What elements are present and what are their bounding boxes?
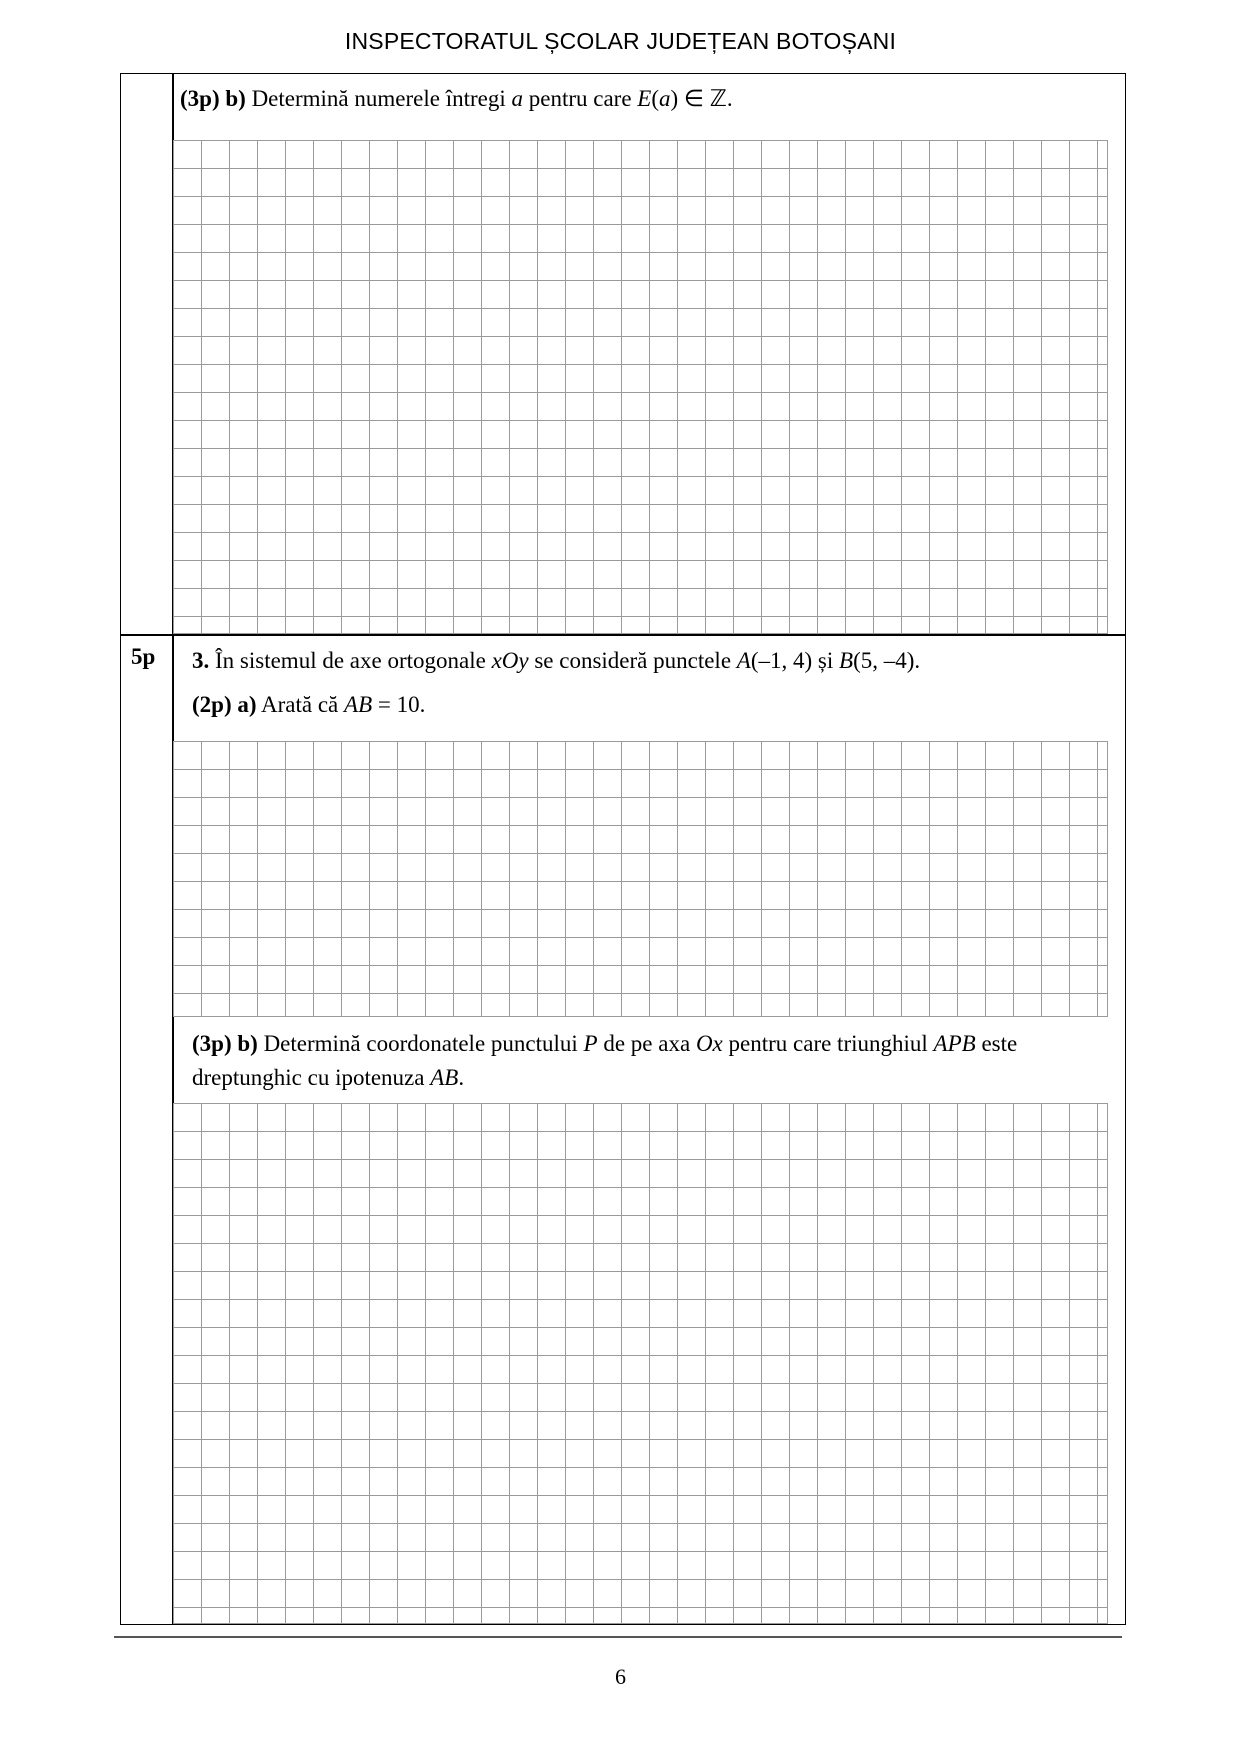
footer-rule: [114, 1636, 1122, 1638]
question-2b-points: (3p) b): [180, 86, 246, 111]
answer-grid-3a[interactable]: [173, 741, 1108, 1017]
question-3b-points: (3p) b): [192, 1031, 258, 1056]
page-header: INSPECTORATUL ȘCOLAR JUDEȚEAN BOTOȘANI: [344, 28, 897, 54]
answer-grid-2b[interactable]: [173, 140, 1108, 634]
row-divider: [120, 634, 1126, 636]
question-2b-text: (3p) b) Determină numerele întregi a pentru care E(a) ∈ ℤ.: [180, 86, 733, 111]
question-3-score: 5p: [131, 644, 156, 669]
question-3b-text-line1: (3p) b) Determină coordonatele punctului P de pe axa Ox pentru care triunghiul APB este: [192, 1031, 1018, 1056]
answer-grid-3b[interactable]: [173, 1103, 1108, 1624]
question-3a-text: (2p) a) Arată că AB = 10.: [192, 692, 426, 717]
question-3-statement: 3. În sistemul de axe ortogonale xOy se consideră punctele A(–1, 4) și B(5, –4).: [192, 648, 921, 673]
question-3a-points: (2p) a): [192, 692, 257, 717]
page-number: 6: [615, 1664, 626, 1689]
question-3b-text-line2: dreptunghic cu ipotenuza AB.: [192, 1065, 465, 1090]
question-3-number: 3.: [192, 648, 210, 673]
